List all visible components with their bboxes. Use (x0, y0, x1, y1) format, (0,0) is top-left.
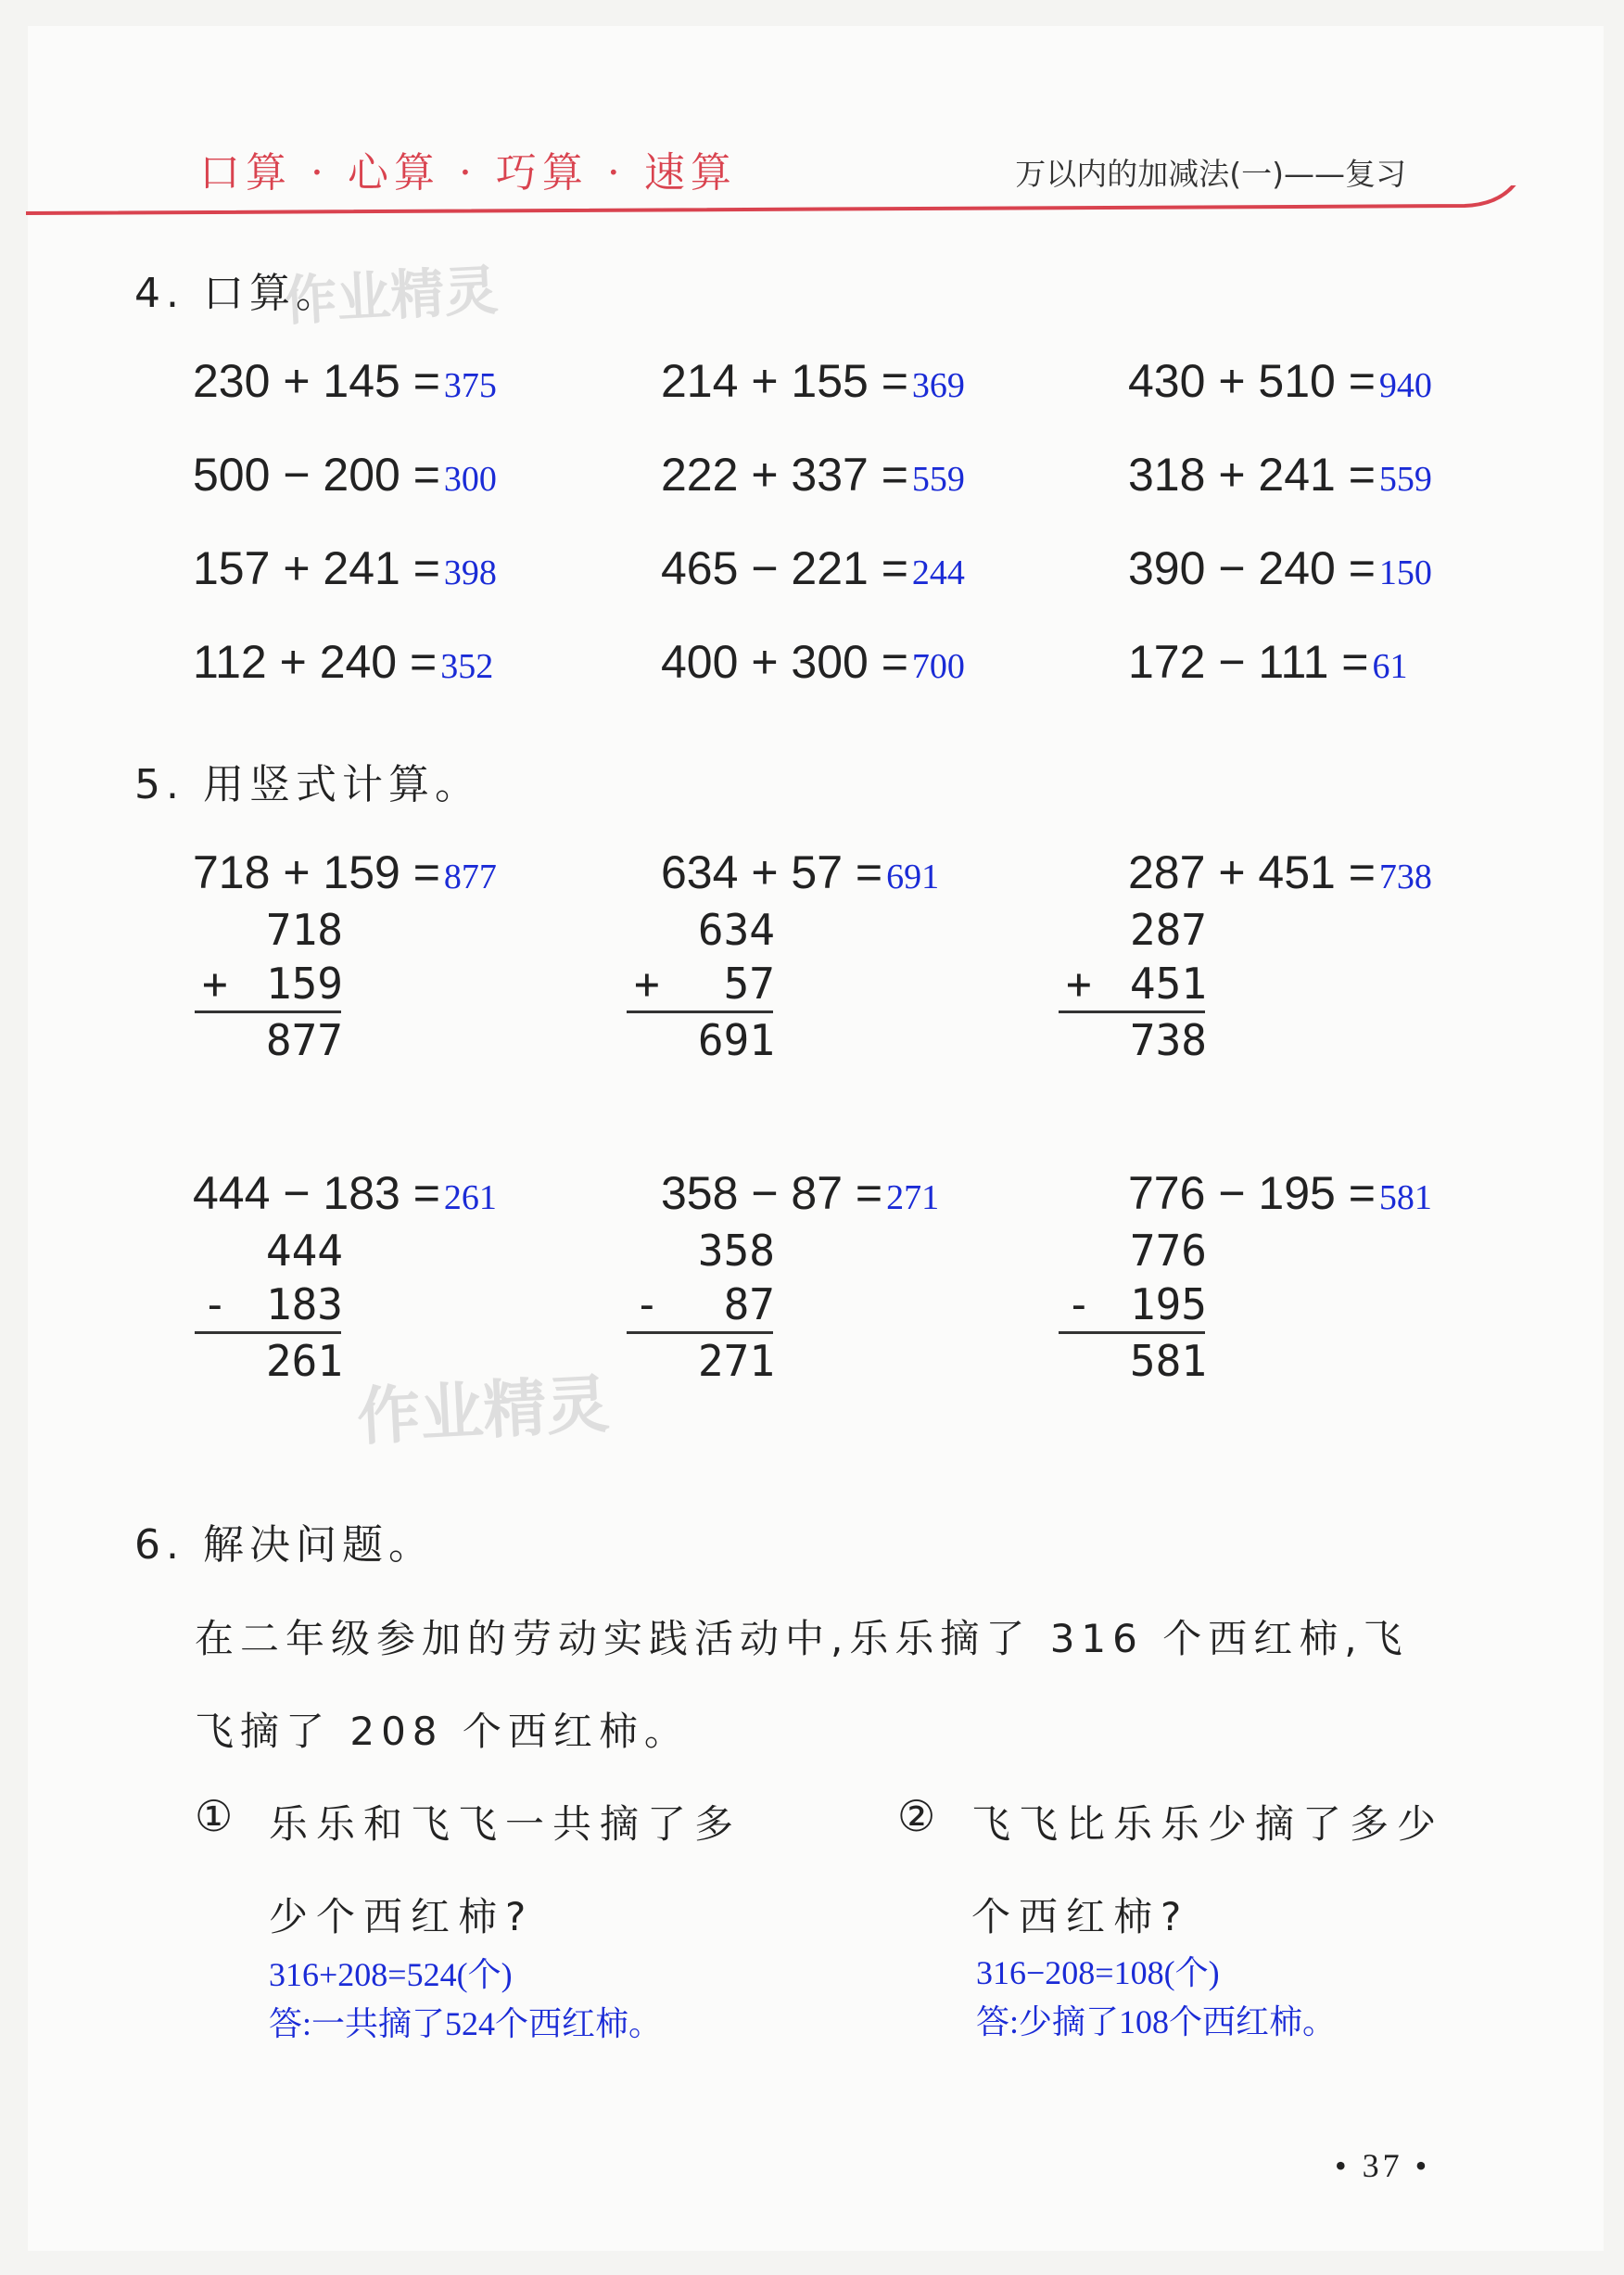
answer: 244 (911, 553, 965, 592)
vertical-top-number: 444 (265, 1226, 343, 1276)
answer: 940 (1378, 366, 1432, 405)
answer: 261 (443, 1178, 497, 1217)
vertical-operand-row (627, 1277, 775, 1331)
expression: 444 − 183 = (193, 1167, 440, 1219)
question-1-line-1: 乐乐和飞飞一共摘了多 (269, 1801, 742, 1847)
answer: 738 (1378, 858, 1432, 896)
expression: 318 + 241 = (1128, 449, 1376, 501)
vertical-bottom-number: 451 (1129, 959, 1207, 1009)
expression: 718 + 159 = (193, 846, 440, 898)
vertical-calc-equation (1128, 845, 1432, 899)
oral-calc-item (193, 541, 497, 595)
vertical-bottom-number: 87 (723, 1279, 775, 1329)
problem-text-line-1: 在二年级参加的劳动实践活动中,乐乐摘了 316 个西红柿,飞 (195, 1616, 1409, 1661)
oral-calc-item (661, 635, 965, 689)
question-2-answer: 答:少摘了108个西红柿。 (976, 2003, 1337, 2040)
vertical-bottom-number: 183 (265, 1279, 343, 1329)
vertical-calc-work (1059, 903, 1207, 1067)
answer: 300 (443, 460, 497, 499)
watermark: 作业精灵 (281, 258, 500, 334)
vertical-top-number: 776 (1129, 1226, 1207, 1276)
vertical-calc-work (1059, 1224, 1207, 1388)
question-2-line-2: 个西红柿? (971, 1894, 1190, 1939)
answer: 398 (443, 553, 497, 592)
vertical-calc-equation (661, 845, 939, 899)
expression: 400 + 300 = (661, 636, 908, 688)
oral-calc-item (661, 541, 965, 595)
answer: 559 (1378, 460, 1432, 499)
vertical-calc-work (195, 903, 343, 1067)
vertical-operand-row (1059, 1277, 1207, 1331)
oral-calc-item (661, 448, 965, 502)
answer: 150 (1378, 553, 1432, 592)
vertical-operand-row (627, 957, 775, 1010)
oral-calc-item (661, 354, 965, 408)
oral-calc-item (1128, 448, 1432, 502)
answer: 352 (440, 647, 494, 686)
vertical-result: 581 (1129, 1336, 1207, 1386)
expression: 430 + 510 = (1128, 355, 1376, 407)
header-divider (0, 185, 1624, 241)
operator-sign: + (634, 959, 660, 1009)
oral-calc-item (193, 635, 493, 689)
problem-text-line-2: 飞摘了 208 个西红柿。 (195, 1709, 690, 1754)
expression: 230 + 145 = (193, 355, 440, 407)
answer: 877 (443, 858, 497, 896)
oral-calc-item (193, 354, 497, 408)
vertical-top-number: 634 (697, 905, 775, 955)
vertical-calc-equation (193, 1166, 497, 1220)
vertical-calc-equation (1128, 1166, 1432, 1220)
expression: 634 + 57 = (661, 846, 883, 898)
oral-calc-item (1128, 354, 1432, 408)
vertical-bottom-number: 159 (265, 959, 343, 1009)
section-4-heading: 4. 口算。 (134, 270, 342, 317)
vertical-result: 691 (697, 1015, 775, 1065)
expression: 222 + 337 = (661, 449, 908, 501)
vertical-result: 271 (697, 1336, 775, 1386)
vertical-calc-work (627, 1224, 775, 1388)
answer: 581 (1378, 1178, 1432, 1217)
vertical-operand-row (1059, 957, 1207, 1010)
expression: 287 + 451 = (1128, 846, 1376, 898)
question-2-calc: 316−208=108(个) (976, 1954, 1220, 1991)
section-5-heading: 5. 用竖式计算。 (134, 761, 481, 808)
answer: 559 (911, 460, 965, 499)
header-left-title: 口算 · 心算 · 巧算 · 速算 (199, 149, 737, 197)
vertical-top-number: 718 (265, 905, 343, 955)
vertical-result: 738 (1129, 1015, 1207, 1065)
vertical-top-number: 358 (697, 1226, 775, 1276)
oral-calc-item (1128, 541, 1432, 595)
oral-calc-item (193, 448, 497, 502)
question-1-calc: 316+208=524(个) (269, 1956, 513, 1993)
vertical-bottom-number: 57 (723, 959, 775, 1009)
vertical-calc-work (195, 1224, 343, 1388)
answer: 700 (911, 647, 965, 686)
answer: 375 (443, 366, 497, 405)
vertical-calc-equation (661, 1166, 939, 1220)
expression: 358 − 87 = (661, 1167, 883, 1219)
vertical-bottom-number: 195 (1129, 1279, 1207, 1329)
question-1-number: ① (195, 1791, 242, 1841)
operator-sign: + (202, 959, 228, 1009)
page-number: • 37 • (1335, 2147, 1431, 2184)
expression: 500 − 200 = (193, 449, 440, 501)
question-1-answer: 答:一共摘了524个西红柿。 (269, 2005, 663, 2042)
header-right-title: 万以内的加减法(一)——复习 (1015, 156, 1406, 192)
expression: 112 + 240 = (193, 636, 438, 688)
operator-sign: - (634, 1279, 660, 1329)
expression: 157 + 241 = (193, 542, 440, 594)
vertical-operand-row (195, 1277, 343, 1331)
operator-sign: - (202, 1279, 228, 1329)
section-6-heading: 6. 解决问题。 (134, 1521, 435, 1569)
vertical-result: 877 (265, 1015, 343, 1065)
operator-sign: + (1066, 959, 1092, 1009)
answer: 691 (886, 858, 940, 896)
question-2-number: ② (897, 1791, 945, 1841)
question-2-line-1: 飞飞比乐乐少摘了多少 (971, 1801, 1445, 1847)
vertical-calc-equation (193, 845, 497, 899)
operator-sign: - (1066, 1279, 1092, 1329)
expression: 214 + 155 = (661, 355, 908, 407)
answer: 369 (911, 366, 965, 405)
vertical-result: 261 (265, 1336, 343, 1386)
vertical-calc-work (627, 903, 775, 1067)
question-1-line-2: 少个西红柿? (269, 1894, 535, 1939)
vertical-operand-row (195, 957, 343, 1010)
watermark: 作业精灵 (355, 1367, 612, 1455)
vertical-top-number: 287 (1129, 905, 1207, 955)
expression: 465 − 221 = (661, 542, 908, 594)
answer: 61 (1372, 647, 1408, 686)
oral-calc-item (1128, 635, 1408, 689)
expression: 390 − 240 = (1128, 542, 1376, 594)
answer: 271 (886, 1178, 940, 1217)
expression: 776 − 195 = (1128, 1167, 1376, 1219)
expression: 172 − 111 = (1128, 636, 1369, 688)
